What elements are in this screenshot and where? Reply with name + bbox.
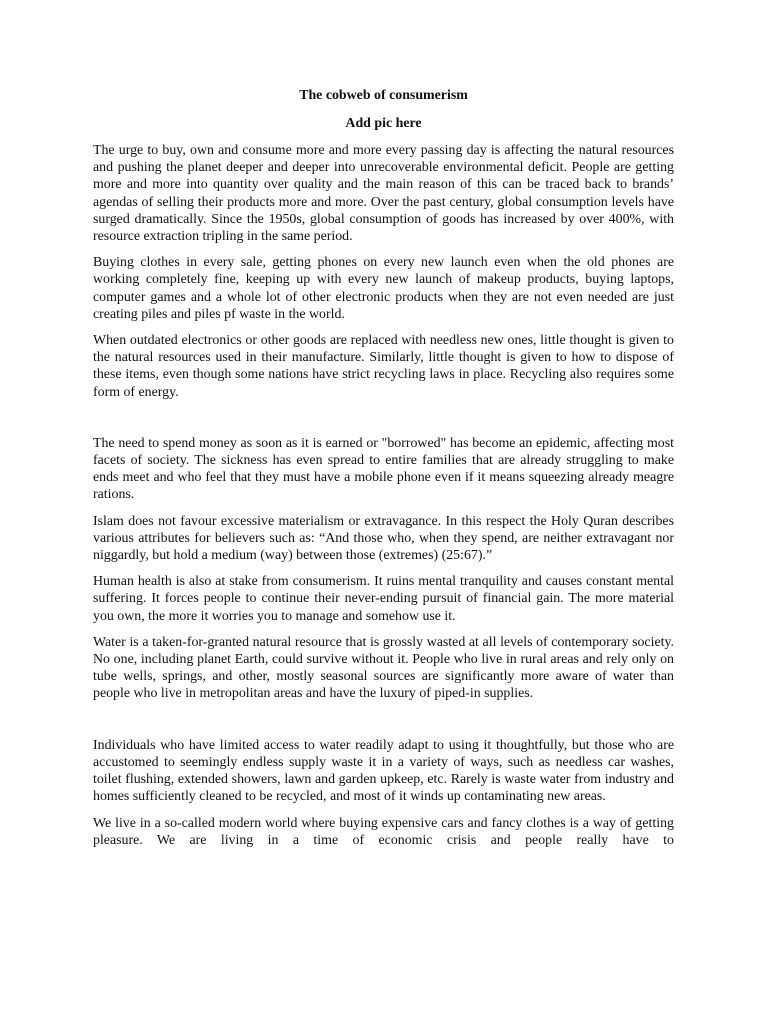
paragraph-5: Islam does not favour excessive materialism or extravagance. In this respect the Holy Quran describes various attributes for believers such as: “And those who, when they spend, are neither extravagant nor niggardly, but hold a medium (way) between those (extremes) (25:67).” [93, 513, 674, 564]
paragraph-3: When outdated electronics or other goods are replaced with needless new ones, little thought is given to the natural resources used in their manufacture. Similarly, little thought is given to how to dispose of these items, even though some nations have strict recycling laws in place. Recycling also requires some form of energy. [93, 333, 674, 400]
document-title: The cobweb of consumerism [299, 88, 468, 103]
paragraph-1: The urge to buy, own and consume more and more every passing day is affecting the natural resources and pushing the planet deeper and deeper into unrecoverable environmental deficit. People are getting more and more into quantity over quality and the main reason of this can be traced back to brands’ agendas of selling their products more and more. Over the past century, global consumption levels have surged dramatically. Since the 1950s, global consumption of goods has increased by over 400%, with resource extraction tripling in the same period. [93, 143, 674, 245]
paragraph-2: Buying clothes in every sale, getting phones on every new launch even when the old phones are working completely fine, keeping up with every new launch of makeup products, buying laptops, computer games and a whole lot of other electronic products when they are not even needed are just creating piles and piles pf waste in the world. [93, 255, 674, 322]
paragraph-8: Individuals who have limited access to water readily adapt to using it thoughtfully, but those who are accustomed to seemingly endless supply waste it in a variety of ways, such as needless car washes, toilet flushing, extended showers, lawn and garden upkeep, etc. Rarely is waste water from industry and homes sufficiently cleaned to be recycled, and most of it winds up contaminating new areas. [93, 737, 674, 805]
document-body [93, 87, 674, 849]
paragraph-7: Water is a taken-for-granted natural resource that is grossly wasted at all levels of contemporary society. No one, including planet Earth, could survive without it. People who live in rural areas and rely only on tube wells, springs, and other, mostly seasonal sources are significantly more aware of water than people who live in metropolitan areas and have the luxury of piped-in supplies. [93, 634, 674, 702]
paragraph-4: The need to spend money as soon as it is earned or "borrowed" has become an epidemic, affecting most facets of society. The sickness has even spread to entire families that are already struggling to make ends meet and who feel that they must have a mobile phone even if it means squeezing already meagre rations. [93, 435, 674, 503]
paragraph-9: We live in a so-called modern world where buying expensive cars and fancy clothes is a way of getting pleasure. We are living in a time of economic crisis and people really have to [93, 815, 674, 848]
image-placeholder-note: Add pic here [345, 116, 422, 131]
paragraph-6: Human health is also at stake from consumerism. It ruins mental tranquility and causes constant mental suffering. It forces people to continue their never-ending pursuit of financial gain. The more material you own, the more it worries you to manage and somehow use it. [93, 574, 674, 624]
